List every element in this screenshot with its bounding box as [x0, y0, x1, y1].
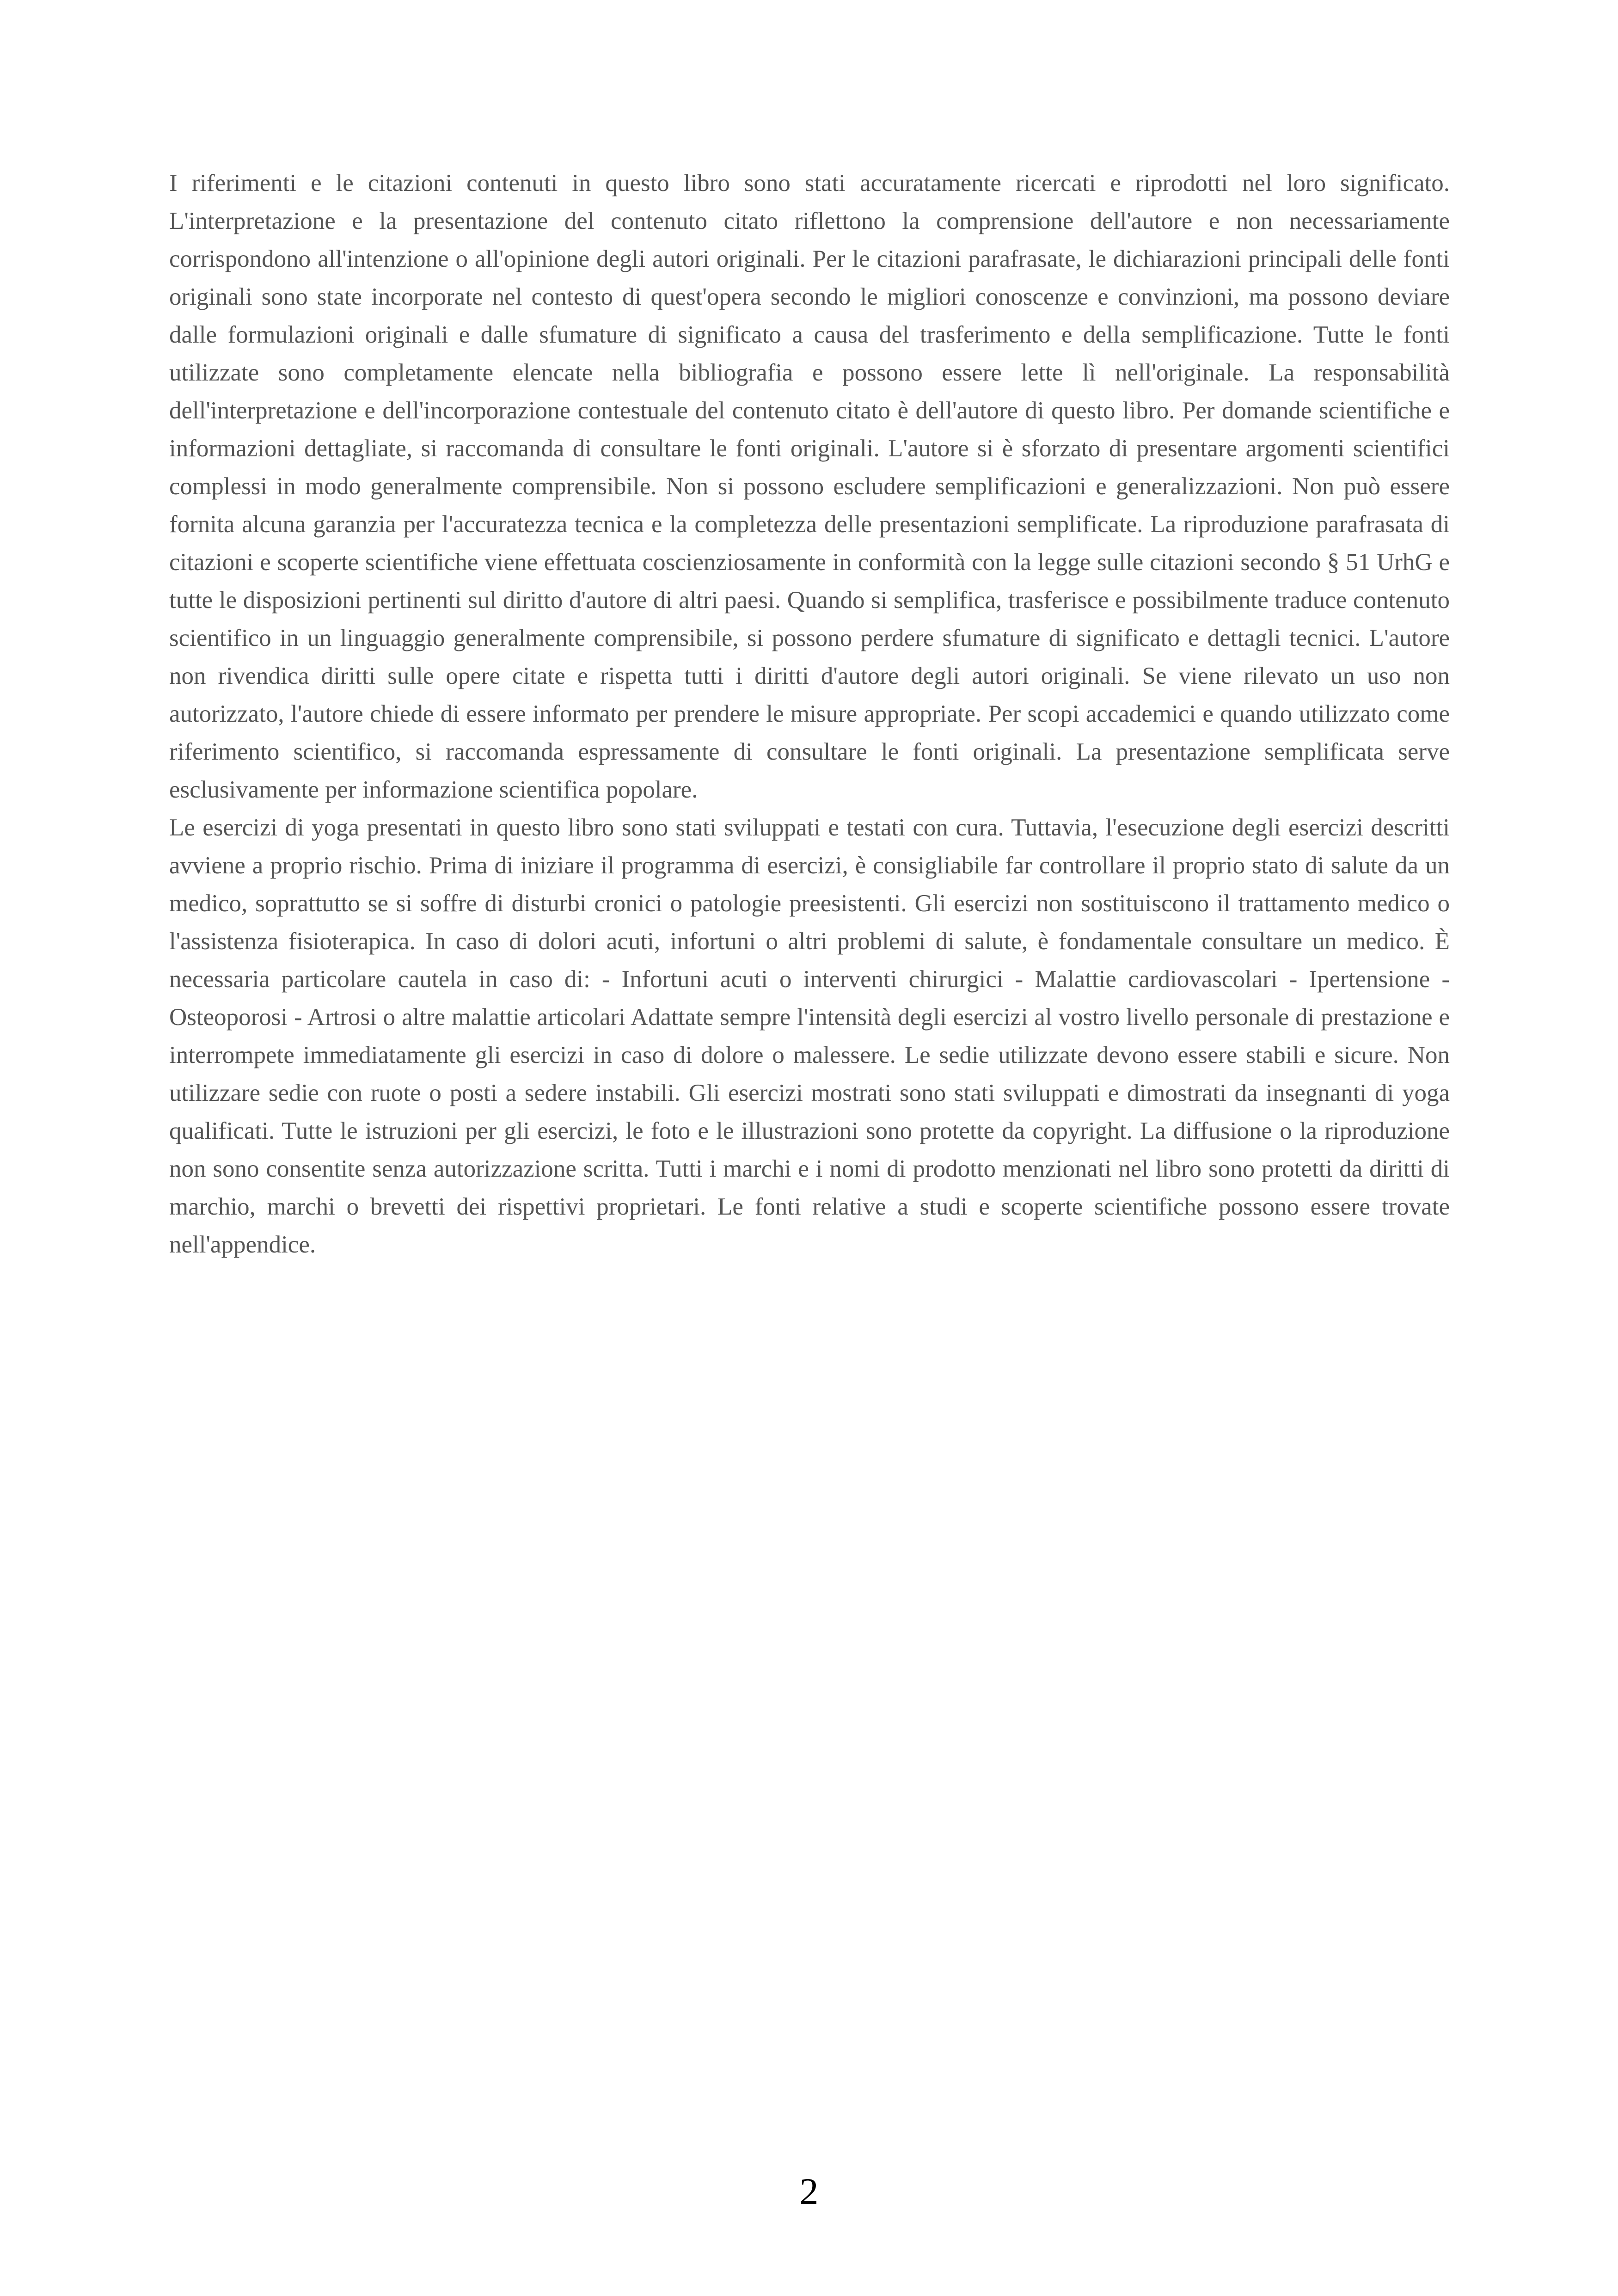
disclaimer-citations-paragraph: I riferimenti e le citazioni contenuti in questo libro sono stati accuratamente ricercati e riprodotti nel loro significato. L'interpretazione e la presentazione del contenuto citato riflettono la comprensione dell'autore e non necessariamente corrispondono all'intenzione o all'opinione degli autori originali. Per le citazioni parafrasate, le dichiarazioni principali delle fonti originali sono state incorporate nel contesto di quest'opera secondo le migliori conoscenze e convinzioni, ma possono deviare dalle formulazioni originali e dalle sfumature di significato a causa del trasferimento e della semplificazione. Tutte le fonti utilizzate sono completamente elencate nella bibliografia e possono essere lette lì nell'originale. La responsabilità dell'interpretazione e dell'incorporazione contestuale del contenuto citato è dell'autore di questo libro. Per domande scientifiche e informazioni dettagliate, si raccomanda di consultare le fonti originali. L'autore si è sforzato di presentare argomenti scientifici complessi in modo generalmente comprensibile. Non si possono escludere semplificazioni e generalizzazioni. Non può essere fornita alcuna garanzia per l'accuratezza tecnica e la completezza delle presentazioni semplificate. La riproduzione parafrasata di citazioni e scoperte scientifiche viene effettuata coscienziosamente in conformità con la legge sulle citazioni secondo § 51 UrhG e tutte le disposizioni pertinenti sul diritto d'autore di altri paesi. Quando si semplifica, trasferisce e possibilmente traduce contenuto scientifico in un linguaggio generalmente comprensibile, si possono perdere sfumature di significato e dettagli tecnici. L'autore non rivendica diritti sulle opere citate e rispetta tutti i diritti d'autore degli autori originali. Se viene rilevato un uso non autorizzato, l'autore chiede di essere informato per prendere le misure appropriate. Per scopi accademici e quando utilizzato come riferimento scientifico, si raccomanda espressamente di consultare le fonti originali. La presentazione semplificata serve esclusivamente per informazione scientifica popolare.	[169, 170, 1450, 803]
page-number: 2	[799, 2170, 819, 2212]
body-text	[169, 164, 1450, 1264]
disclaimer-exercises-paragraph: Le esercizi di yoga presentati in questo libro sono stati sviluppati e testati con cura. Tuttavia, l'esecuzione degli esercizi descritti avviene a proprio rischio. Prima di iniziare il programma di esercizi, è consigliabile far controllare il proprio stato di salute da un medico, soprattutto se si soffre di disturbi cronici o patologie preesistenti. Gli esercizi non sostituiscono il trattamento medico o l'assistenza fisioterapica. In caso di dolori acuti, infortuni o altri problemi di salute, è fondamentale consultare un medico. È necessaria particolare cautela in caso di: - Infortuni acuti o interventi chirurgici - Malattie cardiovascolari - Ipertensione - Osteoporosi - Artrosi o altre malattie articolari Adattate sempre l'intensità degli esercizi al vostro livello personale di prestazione e interrompete immediatamente gli esercizi in caso di dolore o malessere. Le sedie utilizzate devono essere stabili e sicure. Non utilizzare sedie con ruote o posti a sedere instabili. Gli esercizi mostrati sono stati sviluppati e dimostrati da insegnanti di yoga qualificati. Tutte le istruzioni per gli esercizi, le foto e le illustrazioni sono protette da copyright. La diffusione o la riproduzione non sono consentite senza autorizzazione scritta. Tutti i marchi e i nomi di prodotto menzionati nel libro sono protetti da diritti di marchio, marchi o brevetti dei rispettivi proprietari. Le fonti relative a studi e scoperte scientifiche possono essere trovate nell'appendice.	[169, 814, 1450, 1258]
